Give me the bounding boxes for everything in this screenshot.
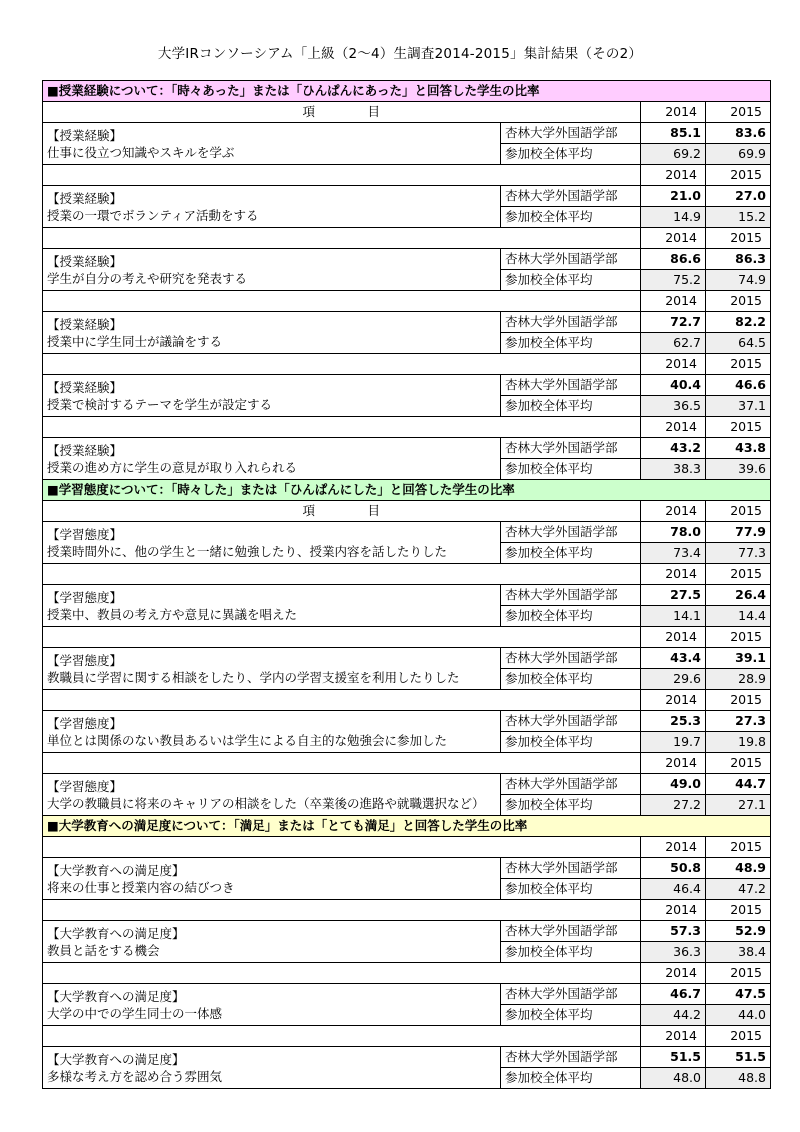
kyorin-value-2014: 27.5 [641, 585, 706, 606]
blank-cell [43, 963, 641, 984]
year-2014: 2014 [641, 837, 706, 858]
kyorin-value-2015: 51.5 [706, 1047, 771, 1068]
blank-cell [43, 165, 641, 186]
kyorin-value-2014: 49.0 [641, 774, 706, 795]
average-label: 参加校全体平均 [501, 669, 641, 690]
year-header-row [43, 228, 771, 249]
year-2015: 2015 [706, 102, 771, 123]
year-2015: 2015 [706, 837, 771, 858]
average-value-2014: 36.3 [641, 942, 706, 963]
results-table [42, 80, 771, 1089]
average-value-2014: 36.5 [641, 396, 706, 417]
table-row [43, 375, 771, 396]
kyorin-value-2015: 26.4 [706, 585, 771, 606]
table-row [43, 522, 771, 543]
kyorin-value-2015: 44.7 [706, 774, 771, 795]
average-value-2014: 19.7 [641, 732, 706, 753]
year-header-row [43, 102, 771, 123]
year-2014: 2014 [641, 102, 706, 123]
column-header-item: 項 目 [43, 102, 641, 123]
blank-cell [43, 900, 641, 921]
section-title: ■大学教育への満足度について：「満足」または「とても満足」と回答した学生の比率 [43, 816, 771, 837]
average-value-2014: 75.2 [641, 270, 706, 291]
item-category: 【授業経験】 [47, 380, 123, 395]
average-value-2015: 47.2 [706, 879, 771, 900]
average-value-2015: 69.9 [706, 144, 771, 165]
kyorin-label: 杏林大学外国語学部 [501, 249, 641, 270]
average-label: 参加校全体平均 [501, 396, 641, 417]
average-value-2014: 46.4 [641, 879, 706, 900]
item-text: 授業の一環でボランティア活動をする [47, 208, 259, 223]
average-label: 参加校全体平均 [501, 333, 641, 354]
item-cell [43, 648, 501, 690]
kyorin-label: 杏林大学外国語学部 [501, 438, 641, 459]
year-header-row [43, 501, 771, 522]
item-text: 授業で検討するテーマを学生が設定する [47, 397, 273, 412]
average-value-2014: 73.4 [641, 543, 706, 564]
year-header-row [43, 1026, 771, 1047]
item-cell [43, 858, 501, 900]
average-value-2015: 48.8 [706, 1068, 771, 1089]
item-cell [43, 249, 501, 291]
average-value-2014: 44.2 [641, 1005, 706, 1026]
average-value-2015: 38.4 [706, 942, 771, 963]
kyorin-label: 杏林大学外国語学部 [501, 984, 641, 1005]
kyorin-value-2014: 86.6 [641, 249, 706, 270]
average-value-2015: 15.2 [706, 207, 771, 228]
year-2015: 2015 [706, 1026, 771, 1047]
year-2015: 2015 [706, 564, 771, 585]
kyorin-label: 杏林大学外国語学部 [501, 585, 641, 606]
kyorin-value-2015: 27.3 [706, 711, 771, 732]
kyorin-value-2014: 40.4 [641, 375, 706, 396]
section-title: ■学習態度について：「時々した」または「ひんぱんにした」と回答した学生の比率 [43, 480, 771, 501]
item-category: 【授業経験】 [47, 317, 123, 332]
average-label: 参加校全体平均 [501, 606, 641, 627]
kyorin-value-2015: 43.8 [706, 438, 771, 459]
average-value-2014: 27.2 [641, 795, 706, 816]
blank-cell [43, 354, 641, 375]
year-2014: 2014 [641, 564, 706, 585]
kyorin-value-2015: 39.1 [706, 648, 771, 669]
year-header-row [43, 564, 771, 585]
blank-cell [43, 1026, 641, 1047]
item-text: 授業中、教員の考え方や意見に異議を唱えた [47, 607, 298, 622]
item-text: 多様な考え方を認め合う雰囲気 [47, 1069, 223, 1084]
average-value-2015: 27.1 [706, 795, 771, 816]
year-2015: 2015 [706, 501, 771, 522]
kyorin-value-2014: 78.0 [641, 522, 706, 543]
average-label: 参加校全体平均 [501, 1068, 641, 1089]
section-header-row [43, 816, 771, 837]
kyorin-label: 杏林大学外国語学部 [501, 375, 641, 396]
year-2014: 2014 [641, 900, 706, 921]
year-2014: 2014 [641, 501, 706, 522]
average-value-2014: 62.7 [641, 333, 706, 354]
average-value-2015: 74.9 [706, 270, 771, 291]
item-category: 【授業経験】 [47, 128, 123, 143]
kyorin-value-2014: 51.5 [641, 1047, 706, 1068]
year-2015: 2015 [706, 291, 771, 312]
table-row [43, 186, 771, 207]
item-text: 授業中に学生同士が議論をする [47, 334, 223, 349]
year-header-row [43, 753, 771, 774]
item-cell [43, 312, 501, 354]
kyorin-value-2014: 43.4 [641, 648, 706, 669]
item-category: 【授業経験】 [47, 443, 123, 458]
year-2014: 2014 [641, 165, 706, 186]
item-cell [43, 921, 501, 963]
year-2014: 2014 [641, 753, 706, 774]
kyorin-value-2014: 21.0 [641, 186, 706, 207]
item-text: 単位とは関係のない教員あるいは学生による自主的な勉強会に参加した [47, 733, 448, 748]
item-cell [43, 123, 501, 165]
kyorin-label: 杏林大学外国語学部 [501, 858, 641, 879]
kyorin-value-2014: 46.7 [641, 984, 706, 1005]
kyorin-value-2015: 47.5 [706, 984, 771, 1005]
average-label: 参加校全体平均 [501, 459, 641, 480]
item-cell [43, 1047, 501, 1089]
average-value-2015: 39.6 [706, 459, 771, 480]
section-header-row [43, 81, 771, 102]
year-header-row [43, 627, 771, 648]
item-text: 大学の中での学生同士の一体感 [47, 1006, 223, 1021]
average-value-2015: 37.1 [706, 396, 771, 417]
blank-cell [43, 417, 641, 438]
item-category: 【大学教育への満足度】 [47, 863, 185, 878]
column-header-item: 項 目 [43, 501, 641, 522]
table-row [43, 249, 771, 270]
average-label: 参加校全体平均 [501, 942, 641, 963]
kyorin-label: 杏林大学外国語学部 [501, 711, 641, 732]
year-2015: 2015 [706, 627, 771, 648]
item-category: 【授業経験】 [47, 191, 123, 206]
kyorin-value-2014: 25.3 [641, 711, 706, 732]
average-value-2014: 48.0 [641, 1068, 706, 1089]
table-row [43, 1047, 771, 1068]
item-category: 【学習態度】 [47, 716, 123, 731]
average-value-2015: 64.5 [706, 333, 771, 354]
blank-cell [43, 564, 641, 585]
item-category: 【大学教育への満足度】 [47, 1052, 185, 1067]
average-value-2014: 29.6 [641, 669, 706, 690]
item-cell [43, 375, 501, 417]
blank-cell [43, 753, 641, 774]
year-2015: 2015 [706, 165, 771, 186]
average-value-2014: 14.1 [641, 606, 706, 627]
year-2015: 2015 [706, 354, 771, 375]
year-2015: 2015 [706, 753, 771, 774]
year-2015: 2015 [706, 228, 771, 249]
table-row [43, 312, 771, 333]
item-cell [43, 984, 501, 1026]
average-value-2014: 14.9 [641, 207, 706, 228]
item-category: 【学習態度】 [47, 653, 123, 668]
year-2014: 2014 [641, 228, 706, 249]
table-row [43, 123, 771, 144]
year-header-row [43, 417, 771, 438]
table-row [43, 438, 771, 459]
item-cell [43, 711, 501, 753]
kyorin-value-2015: 48.9 [706, 858, 771, 879]
year-2015: 2015 [706, 963, 771, 984]
kyorin-value-2014: 57.3 [641, 921, 706, 942]
blank-cell [43, 228, 641, 249]
average-value-2015: 19.8 [706, 732, 771, 753]
kyorin-value-2015: 77.9 [706, 522, 771, 543]
item-text: 将来の仕事と授業内容の結びつき [47, 880, 235, 895]
average-label: 参加校全体平均 [501, 207, 641, 228]
table-row [43, 711, 771, 732]
kyorin-value-2015: 83.6 [706, 123, 771, 144]
kyorin-value-2015: 52.9 [706, 921, 771, 942]
kyorin-value-2015: 86.3 [706, 249, 771, 270]
average-value-2014: 69.2 [641, 144, 706, 165]
item-category: 【授業経験】 [47, 254, 123, 269]
year-2014: 2014 [641, 690, 706, 711]
item-cell [43, 186, 501, 228]
average-label: 参加校全体平均 [501, 144, 641, 165]
blank-cell [43, 690, 641, 711]
average-label: 参加校全体平均 [501, 543, 641, 564]
item-text: 教職員に学習に関する相談をしたり、学内の学習支援室を利用したりした [47, 670, 460, 685]
item-text: 仕事に役立つ知識やスキルを学ぶ [47, 145, 235, 160]
average-value-2015: 44.0 [706, 1005, 771, 1026]
year-header-row [43, 291, 771, 312]
year-2015: 2015 [706, 690, 771, 711]
table-row [43, 858, 771, 879]
average-label: 参加校全体平均 [501, 732, 641, 753]
year-header-row [43, 837, 771, 858]
average-value-2015: 14.4 [706, 606, 771, 627]
item-category: 【大学教育への満足度】 [47, 926, 185, 941]
table-row [43, 585, 771, 606]
kyorin-value-2014: 85.1 [641, 123, 706, 144]
year-header-row [43, 165, 771, 186]
year-2015: 2015 [706, 417, 771, 438]
item-text: 大学の教職員に将来のキャリアの相談をした（卒業後の進路や就職選択など） [47, 796, 485, 811]
blank-cell [43, 837, 641, 858]
section-title: ■授業経験について：「時々あった」または「ひんぱんにあった」と回答した学生の比率 [43, 81, 771, 102]
average-label: 参加校全体平均 [501, 1005, 641, 1026]
table-row [43, 774, 771, 795]
item-category: 【学習態度】 [47, 527, 123, 542]
kyorin-value-2015: 46.6 [706, 375, 771, 396]
kyorin-label: 杏林大学外国語学部 [501, 123, 641, 144]
kyorin-label: 杏林大学外国語学部 [501, 774, 641, 795]
page-title: 大学IRコンソーシアム「上級（2～4）生調査2014-2015」集計結果（その2） [157, 46, 643, 62]
item-text: 教員と話をする機会 [47, 943, 160, 958]
kyorin-label: 杏林大学外国語学部 [501, 1047, 641, 1068]
year-2014: 2014 [641, 291, 706, 312]
year-2014: 2014 [641, 1026, 706, 1047]
kyorin-label: 杏林大学外国語学部 [501, 186, 641, 207]
item-category: 【大学教育への満足度】 [47, 989, 185, 1004]
kyorin-value-2014: 50.8 [641, 858, 706, 879]
blank-cell [43, 291, 641, 312]
item-cell [43, 774, 501, 816]
average-label: 参加校全体平均 [501, 270, 641, 291]
year-header-row [43, 690, 771, 711]
kyorin-value-2015: 27.0 [706, 186, 771, 207]
kyorin-value-2014: 43.2 [641, 438, 706, 459]
table-row [43, 648, 771, 669]
kyorin-label: 杏林大学外国語学部 [501, 648, 641, 669]
item-text: 授業時間外に、他の学生と一緒に勉強したり、授業内容を話したりした [47, 544, 448, 559]
year-2015: 2015 [706, 900, 771, 921]
year-header-row [43, 963, 771, 984]
kyorin-value-2014: 72.7 [641, 312, 706, 333]
item-category: 【学習態度】 [47, 590, 123, 605]
year-header-row [43, 354, 771, 375]
table-row [43, 921, 771, 942]
year-2014: 2014 [641, 354, 706, 375]
average-value-2014: 38.3 [641, 459, 706, 480]
average-value-2015: 28.9 [706, 669, 771, 690]
item-cell [43, 438, 501, 480]
item-text: 学生が自分の考えや研究を発表する [47, 271, 248, 286]
section-header-row [43, 480, 771, 501]
kyorin-label: 杏林大学外国語学部 [501, 522, 641, 543]
item-category: 【学習態度】 [47, 779, 123, 794]
year-2014: 2014 [641, 627, 706, 648]
item-text: 授業の進め方に学生の意見が取り入れられる [47, 460, 298, 475]
year-2014: 2014 [641, 963, 706, 984]
average-label: 参加校全体平均 [501, 795, 641, 816]
average-label: 参加校全体平均 [501, 879, 641, 900]
year-2014: 2014 [641, 417, 706, 438]
blank-cell [43, 627, 641, 648]
average-value-2015: 77.3 [706, 543, 771, 564]
table-row [43, 984, 771, 1005]
kyorin-label: 杏林大学外国語学部 [501, 921, 641, 942]
item-cell [43, 585, 501, 627]
year-header-row [43, 900, 771, 921]
kyorin-value-2015: 82.2 [706, 312, 771, 333]
item-cell [43, 522, 501, 564]
kyorin-label: 杏林大学外国語学部 [501, 312, 641, 333]
